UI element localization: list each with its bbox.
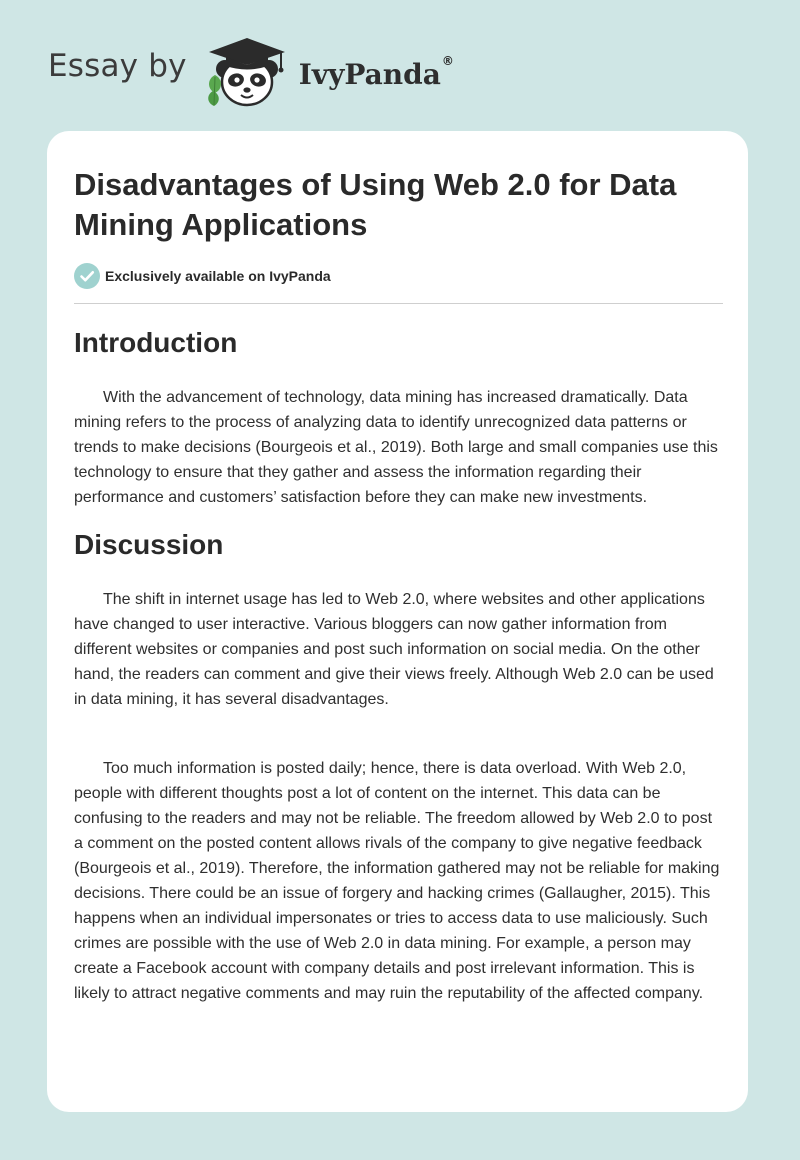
paragraph: The shift in internet usage has led to Web 2.0, where websites and other applications have changed to user interactive. Various bloggers can now gather information from different websites or companies and post such information on social media. On the other hand, the readers can comment and give their views freely. Although Web 2.0 can be used in data mining, it has several disadvantages. <box>74 591 714 708</box>
check-badge-icon <box>74 263 100 289</box>
logo-wordmark-text: IvyPanda <box>298 57 441 91</box>
logo-wordmark <box>298 53 454 91</box>
section-heading-discussion: Discussion <box>74 529 224 560</box>
site-logo[interactable] <box>48 34 454 110</box>
section-heading-introduction: Introduction <box>74 327 238 358</box>
logo-prefix-text: Essay by <box>48 48 187 84</box>
essay-card <box>47 131 748 1112</box>
paragraph: Too much information is posted daily; hence, there is data overload. With Web 2.0, people with different thoughts post a lot of content on the internet. This data can be confusing to the readers and may not be reliable. The freedom allowed by Web 2.0 to post a comment on the posted content allows rivals of the company to give negative feedback (Bourgeois et al., 2019). Therefore, the information gathered may not be reliable for making decisions. There could be an issue of forgery and hacking crimes (Gallaugher, 2015). This happens when an individual impersonates or tries to access data to use maliciously. Such crimes are possible with the use of Web 2.0 in data mining. For example, a person may create a Facebook account with company details and post irrelevant information. This is likely to attract negative comments and may ruin the reputability of the affected company. <box>74 760 720 1002</box>
page-title: Disadvantages of Using Web 2.0 for Data Mining Applications <box>74 167 677 242</box>
exclusive-label: Exclusively available on IvyPanda <box>105 268 331 284</box>
paragraph: With the advancement of technology, data mining has increased dramatically. Data mining refers to the process of analyzing data to identify unrecognized data patterns or trends to make decisions (Bourgeois et al., 2019). Both large and small companies use this technology to ensure that they gather and assess the information regarding their performance and customers’ satisfaction before they can make new investments. <box>74 389 718 506</box>
exclusive-badge <box>74 263 331 289</box>
registered-mark: ® <box>441 53 454 68</box>
header-divider <box>74 303 723 304</box>
panda-graduate-icon <box>201 35 293 109</box>
